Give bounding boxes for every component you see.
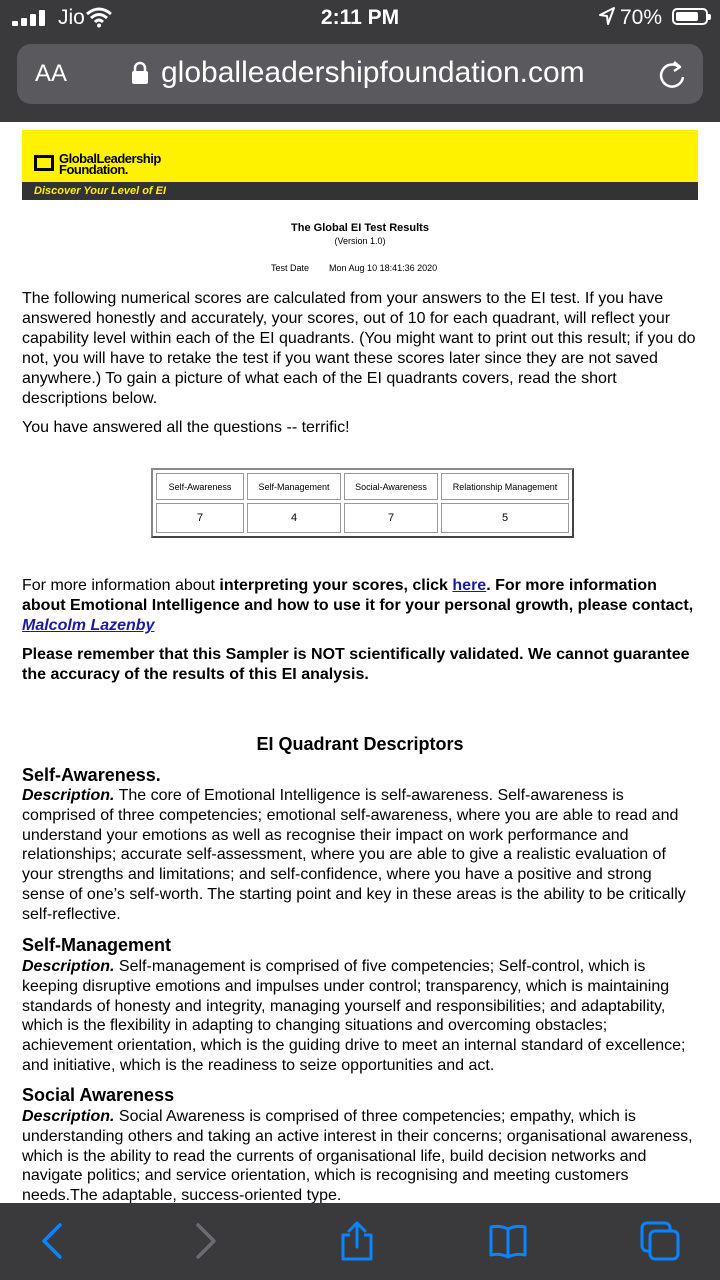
site-logo[interactable] <box>59 153 161 175</box>
banner-tagline: Discover Your Level of EI <box>22 182 698 200</box>
scores-value-row <box>156 503 569 533</box>
header-relationship-management: Relationship Management <box>441 473 569 500</box>
intro-paragraph: The following numerical scores are calculated from your answers to the EI test. If you have answered honestly and accurately, your scores, out of 10 for each quadrant, will reflect your capability level within each of the EI quadrants. (You might want to print out this result; if you do not, you will have to retake the test if you want these scores later since they are not saved anywhere.) To gain a picture of what each of the EI quadrants covers, read the short descriptions below. <box>22 290 696 407</box>
description-label: Description. <box>22 1108 115 1125</box>
score-social-awareness: 7 <box>344 503 438 533</box>
more-info-text-3: . For more information about Emotional Intelligence and how to use it for your personal growth, please contact, <box>22 577 694 614</box>
text-size-button[interactable]: AA <box>35 60 68 87</box>
share-icon[interactable] <box>337 1221 377 1261</box>
section-body-self-awareness <box>22 786 698 925</box>
section-text: The core of Emotional Intelligence is self-awareness. Self-awareness is comprised of three competencies; emotional self-awareness, where you are able to read and understand your emotions as well as recognise their impact on work performance and relationships; accurate self-assessment, where you are able to give a realistic evaluation of your strengths and limitations; and self-confidence, where you have a positive and strong sense of one’s self-worth. The starting point and key in these areas is the ability to be critically self-reflective. <box>22 787 686 923</box>
site-banner <box>22 130 698 200</box>
browser-top-chrome <box>0 0 720 122</box>
address-bar[interactable] <box>17 44 703 104</box>
more-info-text-2: interpreting your scores, click <box>219 577 453 594</box>
header-social-awareness: Social-Awareness <box>344 473 438 500</box>
reload-icon[interactable] <box>657 58 687 90</box>
test-date-label: Test Date <box>271 263 310 273</box>
description-label: Description. <box>22 787 115 804</box>
test-date <box>271 263 437 273</box>
url-text[interactable]: globalleadershipfoundation.com <box>161 56 585 89</box>
web-page-content <box>0 122 720 1203</box>
scores-header-row <box>156 473 569 500</box>
results-title: The Global EI Test Results <box>291 222 429 234</box>
header-self-management: Self-Management <box>247 473 341 500</box>
logo-line-2: Foundation. <box>59 162 128 177</box>
battery-percentage: 70% <box>619 6 662 29</box>
carrier-name: Jio <box>58 6 85 29</box>
logo-line-1: GlobalLeadership <box>59 151 161 166</box>
header-self-awareness: Self-Awareness <box>156 473 244 500</box>
section-heading-self-management: Self-Management <box>22 935 172 955</box>
logo-icon <box>34 155 54 171</box>
chevron-left-icon[interactable] <box>34 1221 74 1261</box>
scores-table <box>151 468 574 538</box>
score-self-management: 4 <box>247 503 341 533</box>
chevron-right-icon[interactable] <box>184 1221 224 1261</box>
book-icon[interactable] <box>488 1221 528 1261</box>
contact-link[interactable]: Malcolm Lazenby <box>22 617 155 634</box>
status-time: 2:11 PM <box>320 6 400 29</box>
score-self-awareness: 7 <box>156 503 244 533</box>
here-link[interactable]: here <box>452 577 487 594</box>
score-relationship-management: 5 <box>441 503 569 533</box>
more-info-text-1: For more information about <box>22 577 220 594</box>
section-text: Social Awareness is comprised of three competencies; empathy, which is understanding others and taking an active interest in their concerns; organisational awareness, which is the ability to read the currents of organisational life, build decision networks and navigate politics; and service orientation, which is recognising and meeting customers needs.The adaptable, success-oriented type. <box>22 1108 693 1203</box>
section-heading-self-awareness: Self-Awareness. <box>22 765 161 785</box>
lock-icon <box>131 61 149 85</box>
status-bar <box>0 0 720 36</box>
test-date-value: Mon Aug 10 18:41:36 2020 <box>329 263 438 273</box>
description-label: Description. <box>22 958 115 975</box>
descriptors-title: EI Quadrant Descriptors <box>256 734 464 754</box>
more-info-paragraph <box>22 576 698 636</box>
section-body-social-awareness <box>22 1107 698 1203</box>
section-text: Self-management is comprised of five competencies; Self-control, which is keeping disruptive emotions and impulses under control; transparency, which is maintaining standards of honesty and integrity, managing yourself and responsibilities; and adaptability, which is the flexibility in adapting to changing situations and overcoming obstacles; achievement orientation, which is the guiding drive to meet an internal standard of excellence; and initiative, which is the readiness to seize opportunities and act. <box>22 958 686 1074</box>
tabs-icon[interactable] <box>640 1221 680 1261</box>
section-body-self-management <box>22 957 698 1076</box>
disclaimer: Please remember that this Sampler is NOT scientifically validated. We cannot guarantee the accuracy of the results of this EI analysis. <box>22 646 690 683</box>
battery-icon <box>672 8 708 25</box>
section-heading-social-awareness: Social Awareness <box>22 1085 175 1105</box>
browser-toolbar <box>0 1203 720 1280</box>
location-icon <box>598 6 616 26</box>
results-version: (Version 1.0) <box>334 236 386 246</box>
answered-message: You have answered all the questions -- terrific! <box>22 419 350 436</box>
